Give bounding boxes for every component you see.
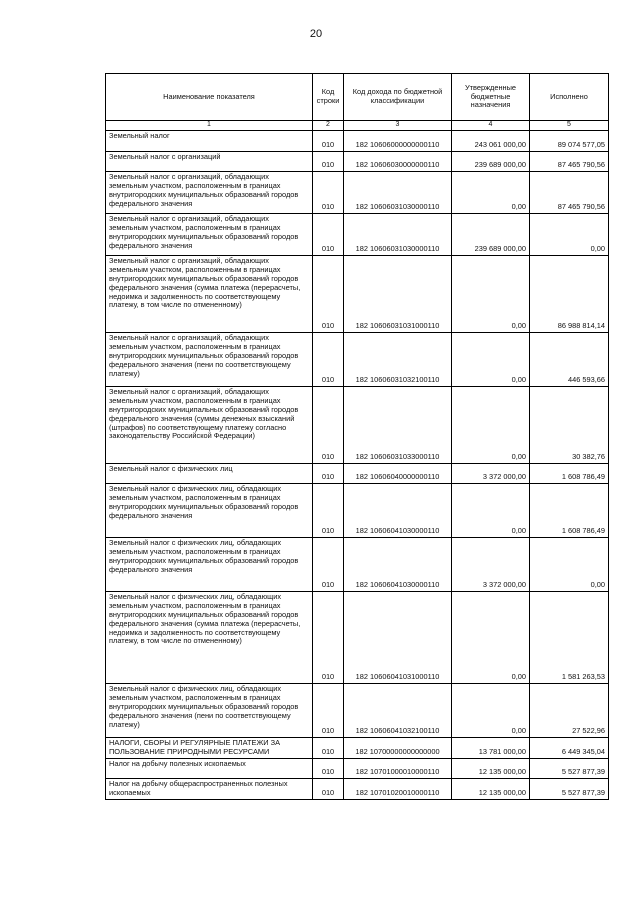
row-name: Земельный налог с организаций [106,152,313,172]
row-line-code: 010 [313,684,344,738]
row-executed: 89 074 577,05 [530,131,609,152]
header-approved: Утвержденные бюджетные назначения [452,74,530,121]
row-approved: 0,00 [452,387,530,464]
table-row [106,256,609,333]
row-executed: 5 527 877,39 [530,778,609,799]
column-number: 1 [106,121,313,131]
row-approved: 12 135 000,00 [452,758,530,778]
table-row [106,131,609,152]
header-indicator-name: Наименование показателя [106,74,313,121]
budget-execution-table [105,73,609,800]
row-executed: 1 608 786,49 [530,484,609,538]
row-income-code: 182 10700000000000000 [344,738,452,759]
row-income-code: 182 10701020010000110 [344,778,452,799]
row-approved: 3 372 000,00 [452,538,530,592]
row-line-code: 010 [313,214,344,256]
header-row [106,74,609,121]
table-row [106,778,609,799]
row-executed: 1 608 786,49 [530,464,609,484]
row-executed: 86 988 814,14 [530,256,609,333]
row-name: Земельный налог с физических лиц, обладающих земельным участком, расположенным в границах внутригородских муниципальных образований городов федерального значения (пени по соответствующему платежу) [106,684,313,738]
row-executed: 5 527 877,39 [530,758,609,778]
row-income-code: 182 10606041031000110 [344,592,452,684]
table-row [106,214,609,256]
row-income-code: 182 10606041030000110 [344,538,452,592]
row-name: Налог на добычу полезных ископаемых [106,758,313,778]
row-name: НАЛОГИ, СБОРЫ И РЕГУЛЯРНЫЕ ПЛАТЕЖИ ЗА ПОЛЬЗОВАНИЕ ПРИРОДНЫМИ РЕСУРСАМИ [106,738,313,759]
row-approved: 0,00 [452,256,530,333]
row-line-code: 010 [313,484,344,538]
row-income-code: 182 10606041030000110 [344,484,452,538]
row-executed: 0,00 [530,214,609,256]
row-income-code: 182 10606030000000110 [344,152,452,172]
row-executed: 87 465 790,56 [530,152,609,172]
row-line-code: 010 [313,778,344,799]
row-approved: 239 689 000,00 [452,152,530,172]
table-row [106,333,609,387]
row-line-code: 010 [313,464,344,484]
column-number: 2 [313,121,344,131]
row-approved: 239 689 000,00 [452,214,530,256]
row-income-code: 182 10606031030000110 [344,214,452,256]
row-income-code: 182 10701000010000110 [344,758,452,778]
row-name: Земельный налог [106,131,313,152]
row-line-code: 010 [313,758,344,778]
row-line-code: 010 [313,538,344,592]
row-approved: 0,00 [452,172,530,214]
row-approved: 13 781 000,00 [452,738,530,759]
column-number-row [106,121,609,131]
column-number: 5 [530,121,609,131]
row-income-code: 182 10606000000000110 [344,131,452,152]
row-name: Земельный налог с физических лиц [106,464,313,484]
row-executed: 87 465 790,56 [530,172,609,214]
row-approved: 0,00 [452,592,530,684]
header-income-code: Код дохода по бюджетной классификации [344,74,452,121]
row-approved: 243 061 000,00 [452,131,530,152]
row-name: Земельный налог с физических лиц, обладающих земельным участком, расположенным в границах внутригородских муниципальных образований городов федерального значения [106,538,313,592]
row-executed: 0,00 [530,538,609,592]
row-name: Земельный налог с организаций, обладающих земельным участком, расположенным в границах внутригородских муниципальных образований городов федерального значения [106,214,313,256]
row-line-code: 010 [313,738,344,759]
row-income-code: 182 10606031030000110 [344,172,452,214]
row-executed: 6 449 345,04 [530,738,609,759]
header-executed: Исполнено [530,74,609,121]
column-number: 4 [452,121,530,131]
header-line-code: Код строки [313,74,344,121]
row-income-code: 182 10606031032100110 [344,333,452,387]
row-approved: 0,00 [452,333,530,387]
row-name: Земельный налог с физических лиц, обладающих земельным участком, расположенным в границах внутригородских муниципальных образований городов федерального значения [106,484,313,538]
row-income-code: 182 10606040000000110 [344,464,452,484]
row-name: Земельный налог с физических лиц, обладающих земельным участком, расположенным в границах внутригородских муниципальных образований городов федерального значения (сумма платежа (перерасчеты, недоимка и задолженность по соответствующему платежу, в том числе по отмененному) [106,592,313,684]
row-name: Земельный налог с организаций, обладающих земельным участком, расположенным в границах внутригородских муниципальных образований городов федерального значения (пени по соответствующему платежу) [106,333,313,387]
table-row [106,592,609,684]
row-executed: 27 522,96 [530,684,609,738]
row-name: Налог на добычу общераспространенных полезных ископаемых [106,778,313,799]
page-number: 20 [309,28,323,40]
table-row [106,152,609,172]
row-line-code: 010 [313,256,344,333]
row-executed: 30 382,76 [530,387,609,464]
row-line-code: 010 [313,172,344,214]
table-row [106,387,609,464]
table-row [106,538,609,592]
table-row [106,738,609,759]
row-line-code: 010 [313,592,344,684]
row-income-code: 182 10606041032100110 [344,684,452,738]
row-approved: 12 135 000,00 [452,778,530,799]
row-executed: 446 593,66 [530,333,609,387]
row-line-code: 010 [313,131,344,152]
row-name: Земельный налог с организаций, обладающих земельным участком, расположенным в границах внутригородских муниципальных образований городов федерального значения [106,172,313,214]
row-approved: 0,00 [452,684,530,738]
row-approved: 0,00 [452,484,530,538]
table-row [106,758,609,778]
row-income-code: 182 10606031031000110 [344,256,452,333]
table-row [106,484,609,538]
table-row [106,464,609,484]
table-row [106,172,609,214]
row-line-code: 010 [313,387,344,464]
row-name: Земельный налог с организаций, обладающих земельным участком, расположенным в границах внутригородских муниципальных образований городов федерального значения (сумма платежа (перерасчеты, недоимка и задолженность по соответствующему платежу, в том числе по отмененному) [106,256,313,333]
row-approved: 3 372 000,00 [452,464,530,484]
row-line-code: 010 [313,152,344,172]
table-row [106,684,609,738]
column-number: 3 [344,121,452,131]
table-body [106,131,609,800]
row-income-code: 182 10606031033000110 [344,387,452,464]
row-executed: 1 581 263,53 [530,592,609,684]
row-line-code: 010 [313,333,344,387]
row-name: Земельный налог с организаций, обладающих земельным участком, расположенным в границах внутригородских муниципальных образований городов федерального значения (суммы денежных взысканий (штрафов) по соответствующему платежу согласно законодательству Российской Федерации) [106,387,313,464]
